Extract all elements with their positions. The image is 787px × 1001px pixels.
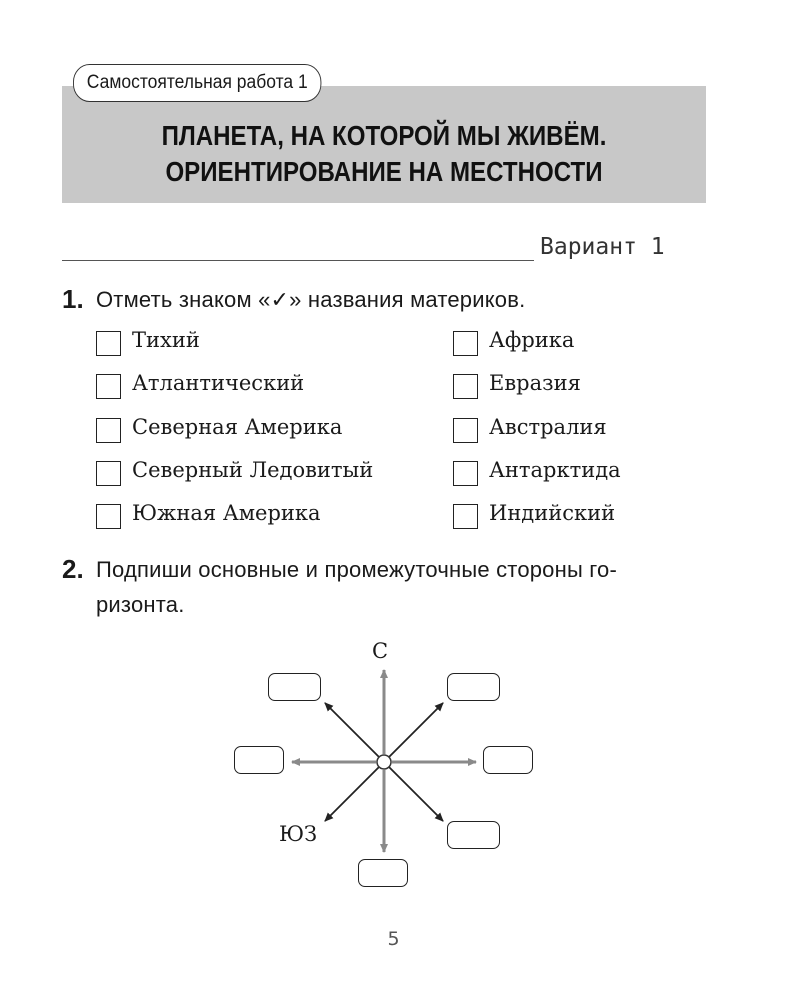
answer-box-northwest[interactable] bbox=[268, 673, 321, 701]
title-line-1: ПЛАНЕТА, НА КОТОРОЙ МЫ ЖИВЁМ. bbox=[161, 120, 607, 151]
option-label: Австралия bbox=[489, 415, 607, 439]
task-1-text: Отметь знаком «✓» названия материков. bbox=[96, 287, 526, 312]
option-label: Северная Америка bbox=[132, 415, 343, 439]
task-2-number: 2. bbox=[62, 554, 84, 584]
task-2-text-line-1: Подпиши основные и промежуточные стороны го- bbox=[96, 557, 617, 582]
option-label: Северный Ледовитый bbox=[132, 458, 374, 482]
option-label: Южная Америка bbox=[132, 501, 321, 525]
title-line-2: ОРИЕНТИРОВАНИЕ НА МЕСТНОСТИ bbox=[165, 156, 603, 187]
option-label: Атлантический bbox=[132, 371, 305, 395]
arrow-southwest bbox=[325, 767, 379, 821]
page-number: 5 bbox=[387, 928, 400, 950]
answer-box-south[interactable] bbox=[358, 859, 408, 887]
answer-box-east[interactable] bbox=[483, 746, 533, 774]
option-label: Евразия bbox=[489, 371, 581, 395]
option-label: Антарктида bbox=[489, 458, 621, 482]
task-1-number: 1. bbox=[62, 284, 84, 314]
arrow-northeast bbox=[389, 703, 443, 757]
option-label: Тихий bbox=[132, 328, 200, 352]
work-tag: Самостоятельная работа 1 bbox=[73, 64, 321, 102]
answer-box-northeast[interactable] bbox=[447, 673, 500, 701]
arrow-northwest bbox=[325, 703, 379, 757]
arrow-southeast bbox=[389, 767, 443, 821]
variant-label: Вариант 1 bbox=[540, 234, 665, 260]
north-label: С bbox=[372, 639, 389, 663]
option-label: Африка bbox=[489, 328, 575, 352]
answer-box-southeast[interactable] bbox=[447, 821, 500, 849]
task-2-text-line-2: ризонта. bbox=[96, 592, 185, 617]
compass-center bbox=[377, 755, 391, 769]
option-label: Индийский bbox=[489, 501, 616, 525]
southwest-label: ЮЗ bbox=[279, 822, 318, 846]
answer-box-west[interactable] bbox=[234, 746, 284, 774]
